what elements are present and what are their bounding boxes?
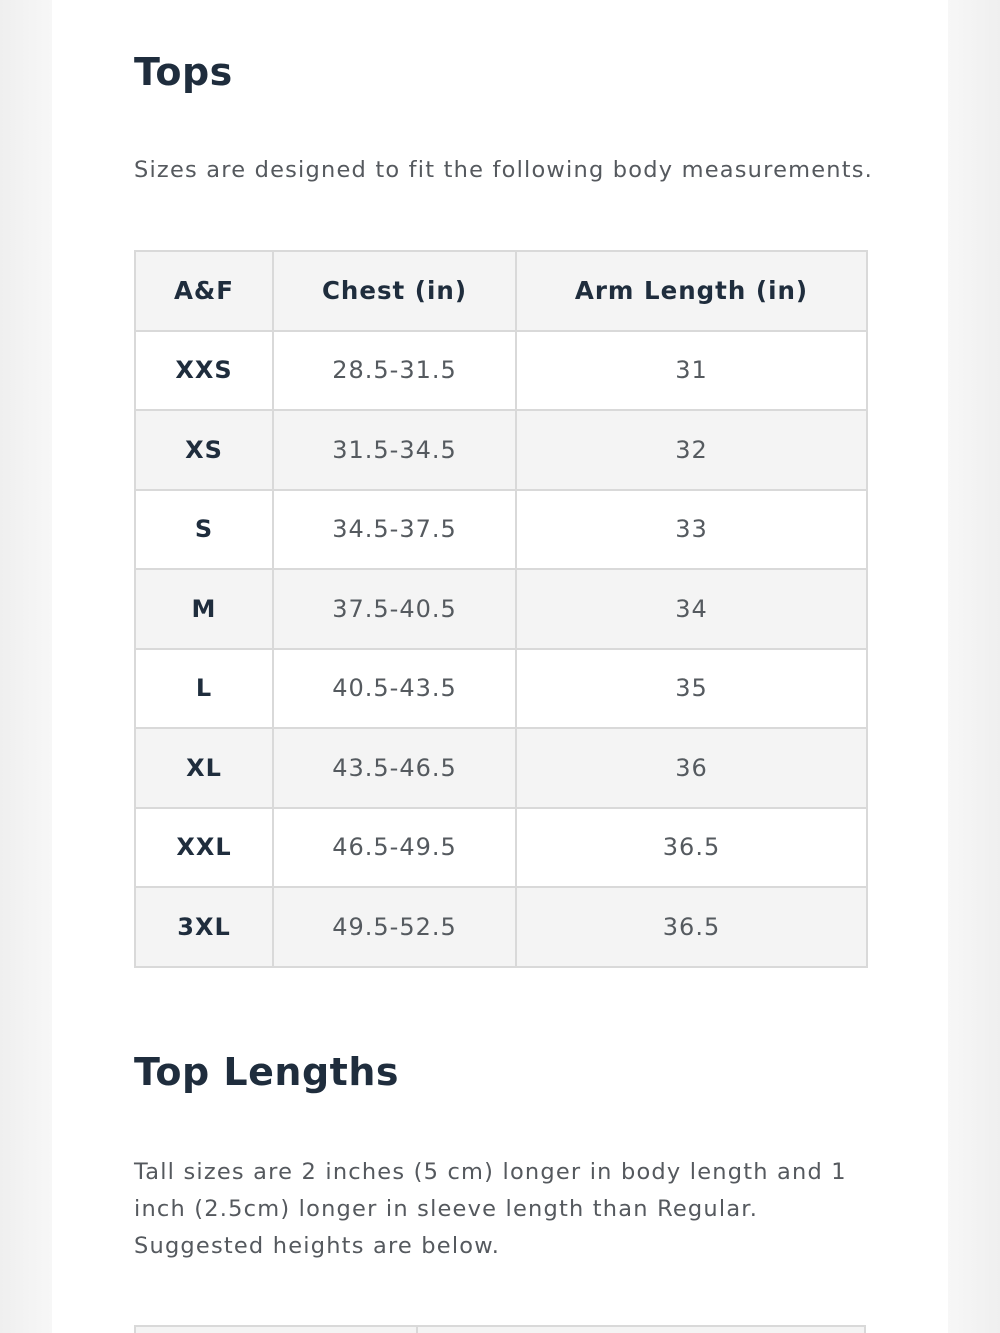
- header-arm-length: Arm Length (in): [516, 251, 867, 331]
- chest-cell: 34.5-37.5: [273, 490, 516, 570]
- size-cell: XXL: [135, 808, 273, 888]
- top-lengths-heading: Top Lengths: [134, 1050, 399, 1094]
- arm-length-cell: 32: [516, 410, 867, 490]
- chest-cell: 46.5-49.5: [273, 808, 516, 888]
- chest-cell: 28.5-31.5: [273, 331, 516, 411]
- table-row: [135, 808, 867, 888]
- table-row: [135, 410, 867, 490]
- size-cell: L: [135, 649, 273, 729]
- table-header-row: [135, 251, 867, 331]
- page-margin-right: [948, 0, 1000, 1333]
- arm-length-cell: 36.5: [516, 887, 867, 967]
- chest-cell: 43.5-46.5: [273, 728, 516, 808]
- table-row: [135, 331, 867, 411]
- size-cell: XL: [135, 728, 273, 808]
- table-column-divider: [416, 1327, 418, 1333]
- chest-cell: 31.5-34.5: [273, 410, 516, 490]
- arm-length-cell: 36.5: [516, 808, 867, 888]
- chest-cell: 37.5-40.5: [273, 569, 516, 649]
- size-cell: 3XL: [135, 887, 273, 967]
- arm-length-cell: 35: [516, 649, 867, 729]
- tops-heading: Tops: [134, 50, 233, 94]
- chest-cell: 40.5-43.5: [273, 649, 516, 729]
- arm-length-cell: 34: [516, 569, 867, 649]
- top-lengths-intro-text: Tall sizes are 2 inches (5 cm) longer in body length and 1 inch (2.5cm) longer in sleeve length than Regular. Suggested heights are below.: [134, 1159, 847, 1259]
- top-lengths-table-edge: [134, 1325, 866, 1333]
- table-row: [135, 887, 867, 967]
- header-af: A&F: [135, 251, 273, 331]
- size-cell: XXS: [135, 331, 273, 411]
- table-row: [135, 490, 867, 570]
- size-cell: S: [135, 490, 273, 570]
- tops-size-table: [134, 250, 868, 968]
- table-row: [135, 569, 867, 649]
- size-cell: M: [135, 569, 273, 649]
- tops-intro-text: Sizes are designed to fit the following body measurements.: [134, 157, 874, 183]
- size-cell: XS: [135, 410, 273, 490]
- header-chest: Chest (in): [273, 251, 516, 331]
- page-margin-left: [0, 0, 52, 1333]
- chest-cell: 49.5-52.5: [273, 887, 516, 967]
- table-row: [135, 728, 867, 808]
- table-row: [135, 649, 867, 729]
- arm-length-cell: 33: [516, 490, 867, 570]
- arm-length-cell: 36: [516, 728, 867, 808]
- arm-length-cell: 31: [516, 331, 867, 411]
